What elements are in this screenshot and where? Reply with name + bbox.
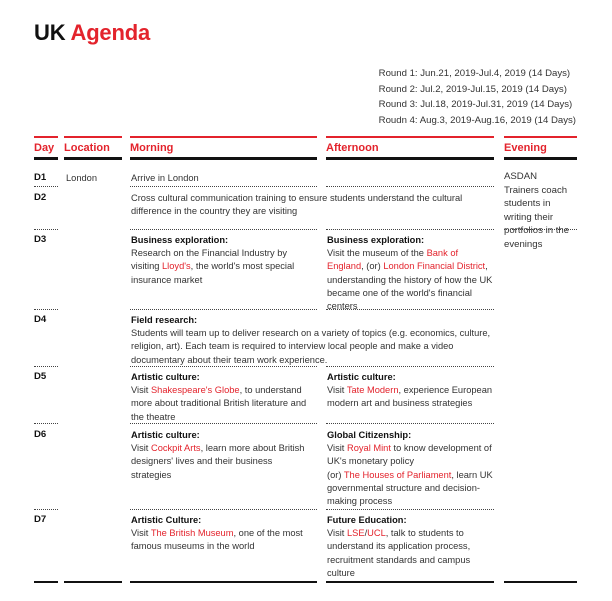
day-label-d3: D3: [34, 234, 47, 245]
divider: [504, 229, 577, 230]
d3-morning-heading: Business exploration:: [131, 235, 229, 245]
link-bank-of-england[interactable]: Bank of England: [327, 248, 459, 272]
link-cockpit-arts[interactable]: Cockpit Arts: [150, 443, 201, 454]
d6-morning-heading: Artistic culture:: [131, 430, 200, 440]
d6-morning: [131, 429, 311, 482]
link-shakespeares-globe[interactable]: Shakespeare's Globe: [150, 385, 240, 396]
d3-afternoon-text-pre: Visit the museum of the: [327, 248, 427, 259]
link-lloyds[interactable]: Lloyd's: [162, 261, 191, 272]
bottom-rule: [326, 581, 494, 583]
d7-afternoon-text-mid: /: [364, 528, 368, 539]
day-label-d1: D1: [34, 172, 47, 183]
d5-morning-text-pre: Visit: [131, 385, 151, 396]
divider: [326, 309, 494, 310]
divider: [326, 229, 494, 230]
day-label-d2: D2: [34, 192, 47, 203]
divider: [130, 366, 317, 367]
evening-text: Trainers coach students in writing their portfolios in the evenings: [504, 184, 570, 250]
d5-afternoon-text-pre: Visit: [327, 385, 347, 396]
divider: [34, 309, 58, 310]
link-tate-modern[interactable]: Tate Modern: [346, 385, 399, 396]
divider: [130, 186, 317, 187]
day-label-d6: D6: [34, 429, 47, 440]
d7-afternoon-heading: Future Education:: [327, 515, 407, 525]
d4-body: Students will team up to deliver research on a variety of topics (e.g. economics, culture, religion, art). Each team is required to interview local people and make a video documentary about their team work experience.: [131, 328, 491, 365]
d3-afternoon-heading: Business exploration:: [327, 235, 425, 245]
d7-afternoon-text-post: , talk to students to understand its application process, recruitment standards and campus culture: [327, 528, 471, 578]
divider: [130, 229, 317, 230]
d1-text: Arrive in London: [131, 173, 199, 183]
d3-morning: [131, 234, 311, 287]
title-uk: UK: [34, 20, 66, 45]
evening-cell: [504, 170, 574, 251]
d7-morning: [131, 514, 311, 554]
d6-afternoon-heading: Global Citizenship:: [327, 430, 412, 440]
d6-morning-text-pre: Visit: [131, 443, 151, 454]
d3-morning-text-post: , the world's most special insurance market: [131, 261, 295, 285]
d5-morning-text-post: , to understand more about traditional British literature and the theatre: [131, 385, 307, 422]
d7-afternoon: [327, 514, 493, 580]
d5-afternoon: [327, 371, 493, 411]
d6-afternoon-text-pre: Visit: [327, 443, 347, 454]
d3-afternoon-text-mid: , (or): [361, 261, 384, 272]
link-ucl[interactable]: UCL: [367, 528, 386, 539]
round-3: Round 3: Jul.18, 2019-Jul.31, 2019 (14 Days): [378, 99, 573, 110]
d6-afternoon: [327, 429, 493, 508]
d5-afternoon-text-post: , experience European modern art and business strategies: [327, 385, 493, 409]
divider: [130, 309, 317, 310]
location-london: London: [66, 173, 98, 183]
divider: [326, 423, 494, 424]
d6-afternoon-or: (or): [327, 469, 344, 480]
d5-morning-heading: Artistic culture:: [131, 372, 200, 382]
d3-afternoon: [327, 234, 493, 313]
link-british-museum[interactable]: The British Museum: [150, 528, 234, 539]
d7-morning-text-post: , one of the most famous museums in the world: [131, 528, 303, 552]
d7-afternoon-text-pre: Visit: [327, 528, 347, 539]
bottom-rule: [504, 581, 577, 583]
divider: [326, 509, 494, 510]
divider: [34, 423, 58, 424]
bottom-rule: [34, 581, 58, 583]
d6-morning-text-post: , learn more about British designers' lives and their business strategies: [131, 443, 305, 480]
header-location: Location: [64, 136, 122, 160]
d4-text: [131, 314, 491, 367]
round-4: Roudn 4: Aug.3, 2019-Aug.16, 2019 (14 Days): [378, 114, 576, 126]
d5-morning: [131, 371, 311, 424]
round-dates: [379, 66, 576, 128]
title-agenda: Agenda: [70, 20, 150, 45]
round-1: Round 1: Jun.21, 2019-Jul.4, 2019 (14 Days): [378, 68, 571, 79]
header-evening: Evening: [504, 136, 577, 160]
divider: [34, 229, 58, 230]
d4-heading: Field research:: [131, 315, 198, 325]
divider: [34, 186, 58, 187]
divider: [34, 509, 58, 510]
link-london-financial-district[interactable]: London Financial District: [383, 261, 486, 272]
divider: [326, 186, 494, 187]
d5-afternoon-heading: Artistic culture:: [327, 372, 396, 382]
day-label-d7: D7: [34, 514, 47, 525]
bottom-rule: [64, 581, 122, 583]
d6-afternoon-text-post: , learn UK governmental structure and decision-making process: [327, 469, 493, 507]
d2-text: Cross cultural communication training to ensure students understand the cultural difference in the country they are visiting: [131, 193, 463, 217]
d7-morning-heading: Artistic Culture:: [131, 515, 202, 525]
day-label-d4: D4: [34, 314, 47, 325]
header-morning: Morning: [130, 136, 317, 160]
divider: [34, 366, 58, 367]
d6-afternoon-text-mid: to know development of UK's monetary policy: [327, 443, 492, 467]
divider: [326, 366, 494, 367]
header-day: Day: [34, 136, 58, 160]
link-houses-of-parliament[interactable]: The Houses of Parliament: [343, 469, 452, 480]
evening-asdan: ASDAN: [504, 171, 538, 182]
d3-morning-text-pre: Research on the Financial Industry by visiting: [131, 248, 288, 272]
page-title: [34, 20, 150, 46]
d7-morning-text-pre: Visit: [131, 528, 151, 539]
link-lse[interactable]: LSE: [346, 528, 365, 539]
d3-afternoon-text-post: , understanding the history of how the UK became one of the world's financial centers: [327, 261, 493, 312]
header-afternoon: Afternoon: [326, 136, 494, 160]
bottom-rule: [130, 581, 317, 583]
divider: [130, 423, 317, 424]
round-2: Round 2: Jul.2, 2019-Jul.15, 2019 (14 Days): [378, 83, 567, 95]
link-royal-mint[interactable]: Royal Mint: [346, 443, 391, 454]
divider: [130, 509, 317, 510]
day-label-d5: D5: [34, 371, 47, 382]
